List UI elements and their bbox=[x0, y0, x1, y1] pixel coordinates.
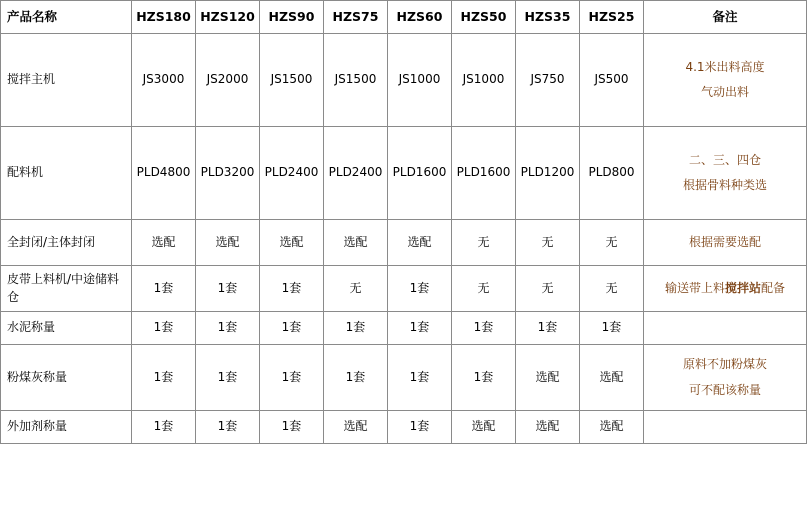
row-label-full-enclosure: 全封闭/主体封闭 bbox=[1, 220, 132, 266]
cell-mixer-hzs120: JS2000 bbox=[196, 34, 260, 127]
column-header-hzs120: HZS120 bbox=[196, 1, 260, 34]
row-label-mixer: 搅拌主机 bbox=[1, 34, 132, 127]
cell-belt-hzs90: 1套 bbox=[260, 266, 324, 312]
remark-line: 输送带上料搅拌站配备 bbox=[664, 280, 786, 295]
cell-belt-hzs180: 1套 bbox=[132, 266, 196, 312]
column-header-hzs60: HZS60 bbox=[388, 1, 452, 34]
table-header-row bbox=[1, 1, 807, 34]
cell-enclosure-hzs60: 选配 bbox=[388, 220, 452, 266]
cell-mixer-hzs180: JS3000 bbox=[132, 34, 196, 127]
row-label-batcher: 配料机 bbox=[1, 127, 132, 220]
cell-mixer-hzs25: JS500 bbox=[580, 34, 644, 127]
cell-cement-hzs25: 1套 bbox=[580, 312, 644, 345]
row-label-belt-conveyor: 皮带上料机/中途储料仓 bbox=[1, 266, 132, 312]
cell-mixer-hzs75: JS1500 bbox=[324, 34, 388, 127]
table-row bbox=[1, 266, 807, 312]
cell-batcher-hzs50: PLD1600 bbox=[452, 127, 516, 220]
remark-line: 4.1米出料高度 bbox=[685, 59, 765, 74]
row-label-flyash-weighing: 粉煤灰称量 bbox=[1, 345, 132, 411]
remark-line: 根据骨料种类选 bbox=[682, 178, 767, 192]
cell-admixture-hzs120: 1套 bbox=[196, 411, 260, 444]
cell-cement-hzs35: 1套 bbox=[516, 312, 580, 345]
cell-admixture-hzs180: 1套 bbox=[132, 411, 196, 444]
remark-line: 原料不加粉煤灰 bbox=[682, 357, 767, 372]
column-header-hzs25: HZS25 bbox=[580, 1, 644, 34]
cell-mixer-hzs90: JS1500 bbox=[260, 34, 324, 127]
cell-enclosure-hzs25: 无 bbox=[580, 220, 644, 266]
cell-flyash-hzs25: 选配 bbox=[580, 345, 644, 411]
cell-belt-hzs60: 1套 bbox=[388, 266, 452, 312]
column-header-hzs50: HZS50 bbox=[452, 1, 516, 34]
table-row bbox=[1, 312, 807, 345]
cell-enclosure-hzs90: 选配 bbox=[260, 220, 324, 266]
column-header-hzs90: HZS90 bbox=[260, 1, 324, 34]
row-label-cement-weighing: 水泥称量 bbox=[1, 312, 132, 345]
cell-cement-hzs120: 1套 bbox=[196, 312, 260, 345]
cell-batcher-hzs90: PLD2400 bbox=[260, 127, 324, 220]
cell-remark-admixture bbox=[644, 411, 807, 444]
cell-batcher-hzs35: PLD1200 bbox=[516, 127, 580, 220]
cell-remark-belt bbox=[644, 266, 807, 312]
cell-flyash-hzs50: 1套 bbox=[452, 345, 516, 411]
cell-flyash-hzs75: 1套 bbox=[324, 345, 388, 411]
cell-belt-hzs35: 无 bbox=[516, 266, 580, 312]
cell-cement-hzs90: 1套 bbox=[260, 312, 324, 345]
cell-flyash-hzs60: 1套 bbox=[388, 345, 452, 411]
cell-admixture-hzs60: 1套 bbox=[388, 411, 452, 444]
cell-belt-hzs25: 无 bbox=[580, 266, 644, 312]
column-header-hzs180: HZS180 bbox=[132, 1, 196, 34]
cell-remark-flyash bbox=[644, 345, 807, 411]
cell-belt-hzs50: 无 bbox=[452, 266, 516, 312]
table-row bbox=[1, 220, 807, 266]
table-row bbox=[1, 345, 807, 411]
table-row bbox=[1, 411, 807, 444]
table-body bbox=[1, 34, 807, 444]
cell-admixture-hzs50: 选配 bbox=[452, 411, 516, 444]
cell-cement-hzs60: 1套 bbox=[388, 312, 452, 345]
cell-enclosure-hzs50: 无 bbox=[452, 220, 516, 266]
remark-line: 根据需要选配 bbox=[688, 234, 761, 249]
remark-line: 可不配该称量 bbox=[688, 382, 761, 397]
cell-remark-batcher bbox=[644, 127, 807, 220]
table-row bbox=[1, 127, 807, 220]
cell-belt-hzs120: 1套 bbox=[196, 266, 260, 312]
column-header-hzs35: HZS35 bbox=[516, 1, 580, 34]
cell-batcher-hzs60: PLD1600 bbox=[388, 127, 452, 220]
cell-remark-cement bbox=[644, 312, 807, 345]
cell-admixture-hzs90: 1套 bbox=[260, 411, 324, 444]
cell-batcher-hzs75: PLD2400 bbox=[324, 127, 388, 220]
cell-mixer-hzs35: JS750 bbox=[516, 34, 580, 127]
cell-flyash-hzs90: 1套 bbox=[260, 345, 324, 411]
cell-flyash-hzs180: 1套 bbox=[132, 345, 196, 411]
table-row bbox=[1, 34, 807, 127]
cell-cement-hzs50: 1套 bbox=[452, 312, 516, 345]
remark-line: 气动出料 bbox=[700, 85, 749, 99]
cell-belt-hzs75: 无 bbox=[324, 266, 388, 312]
cell-enclosure-hzs120: 选配 bbox=[196, 220, 260, 266]
cell-flyash-hzs120: 1套 bbox=[196, 345, 260, 411]
cell-enclosure-hzs180: 选配 bbox=[132, 220, 196, 266]
cell-cement-hzs75: 1套 bbox=[324, 312, 388, 345]
cell-mixer-hzs60: JS1000 bbox=[388, 34, 452, 127]
cell-remark-enclosure bbox=[644, 220, 807, 266]
cell-flyash-hzs35: 选配 bbox=[516, 345, 580, 411]
cell-admixture-hzs25: 选配 bbox=[580, 411, 644, 444]
cell-batcher-hzs180: PLD4800 bbox=[132, 127, 196, 220]
column-header-hzs75: HZS75 bbox=[324, 1, 388, 34]
row-label-admixture-weighing: 外加剂称量 bbox=[1, 411, 132, 444]
cell-mixer-hzs50: JS1000 bbox=[452, 34, 516, 127]
cell-batcher-hzs120: PLD3200 bbox=[196, 127, 260, 220]
column-header-product-name: 产品名称 bbox=[1, 1, 132, 34]
cell-remark-mixer bbox=[644, 34, 807, 127]
cell-enclosure-hzs75: 选配 bbox=[324, 220, 388, 266]
remark-highlight: 搅拌站 bbox=[724, 280, 761, 295]
column-header-remark: 备注 bbox=[644, 1, 807, 34]
cell-admixture-hzs75: 选配 bbox=[324, 411, 388, 444]
remark-line: 二、三、四仓 bbox=[688, 152, 761, 167]
cell-enclosure-hzs35: 无 bbox=[516, 220, 580, 266]
cell-admixture-hzs35: 选配 bbox=[516, 411, 580, 444]
cell-batcher-hzs25: PLD800 bbox=[580, 127, 644, 220]
cell-cement-hzs180: 1套 bbox=[132, 312, 196, 345]
